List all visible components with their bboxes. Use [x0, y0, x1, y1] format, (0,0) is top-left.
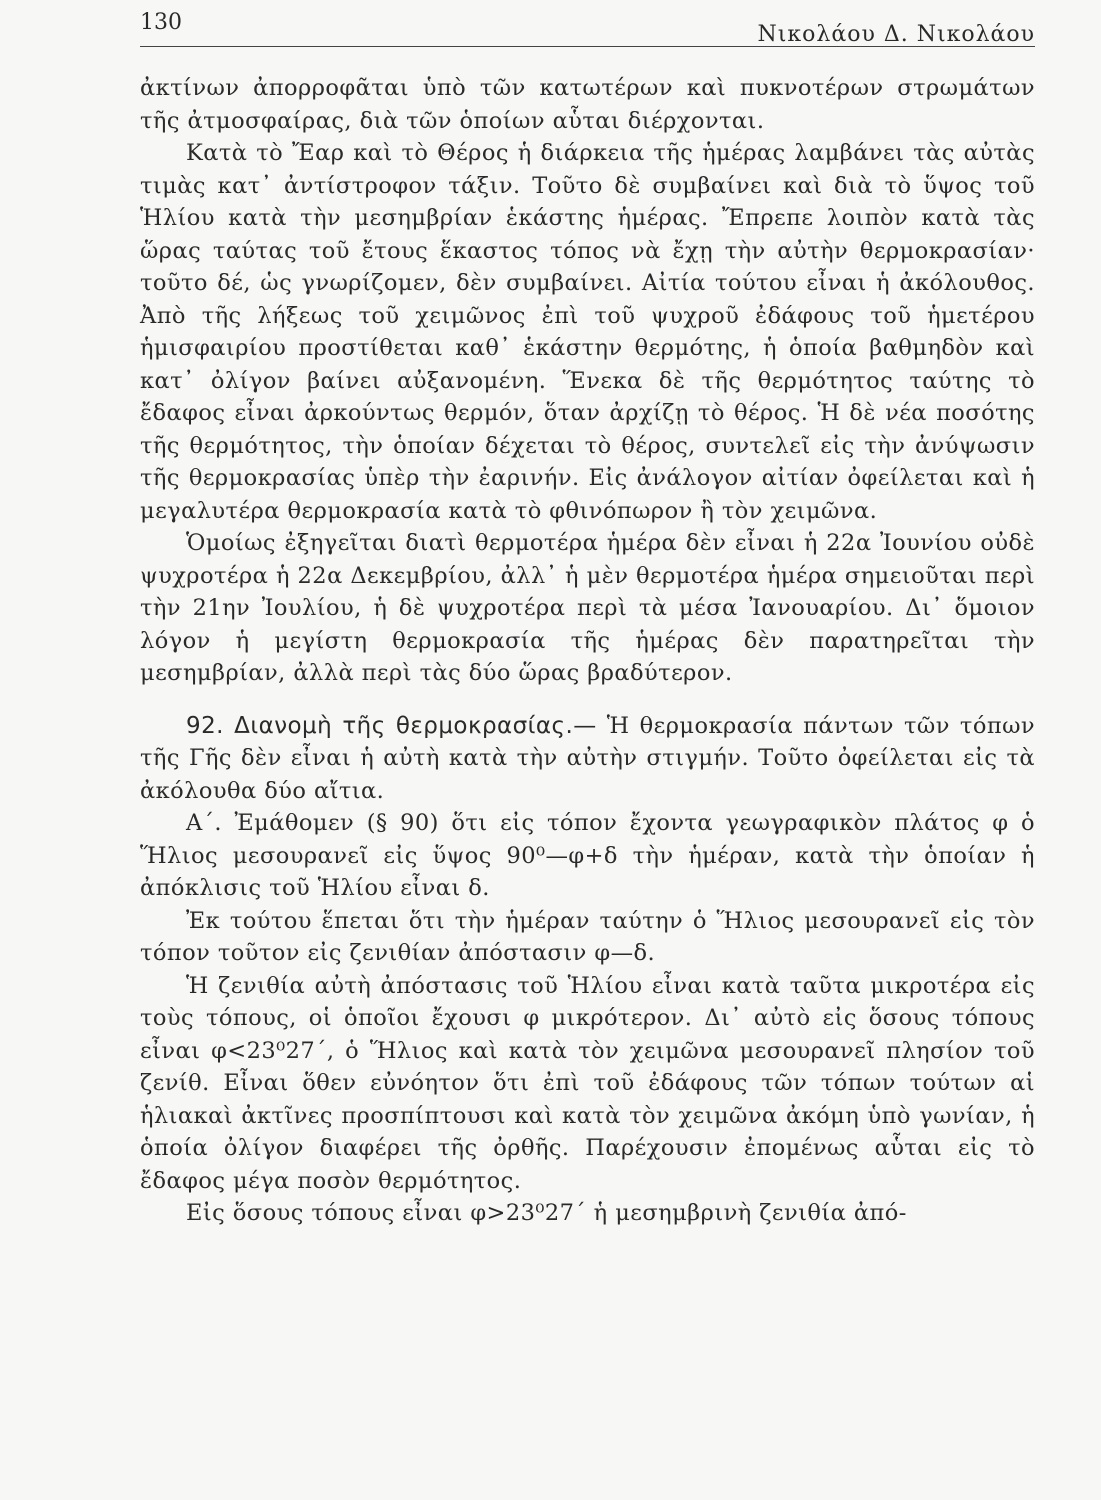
- paragraph: Ἐκ τούτου ἕπεται ὅτι τὴν ἡμέραν ταύτην ὁ Ἥλιος μεσουρανεῖ εἰς τὸν τόπον τοῦτον εἰς ζενιθίαν ἀπόστασιν φ—δ.: [140, 907, 1035, 966]
- section-heading: 92. Διανομὴ τῆς θερμοκρασίας.—: [186, 712, 597, 739]
- paragraph: Ἡ ζενιθία αὐτὴ ἀπόστασις τοῦ Ἡλίου εἶναι κατὰ ταῦτα μικροτέρα εἰς τοὺς τόπους, οἱ ὁποῖοι ἔχουσι φ μικρότερον. Δι᾽ αὐτὸ εἰς ὅσους τόπους εἶναι φ<23⁰27΄, ὁ Ἥλιος καὶ κατὰ τὸν χειμῶνα μεσουρανεῖ πλησίον τοῦ ζενίθ. Εἶναι ὅθεν εὐνόητον ὅτι ἐπὶ τοῦ ἐδάφους τῶν τόπων τούτων αἱ ἡλιακαὶ ἀκτῖνες προσπίπτουσι καὶ κατὰ τὸν χειμῶνα ἀκόμη ὑπὸ γωνίαν, ἡ ὁποία ὀλίγον διαφέρει τῆς ὀρθῆς. Παρέχουσιν ἐπομένως αὗται εἰς τὸ ἔδαφος μέγα ποσὸν θερμότητος.: [140, 972, 1035, 1194]
- page-number: 130: [140, 10, 182, 35]
- page-header: [140, 6, 1035, 47]
- paragraph: Α΄. Ἐμάθομεν (§ 90) ὅτι εἰς τόπον ἔχοντα γεωγραφικὸν πλάτος φ ὁ Ἥλιος μεσουρανεῖ εἰς ὕψος 90⁰—φ+δ τὴν ἡμέραν, κατὰ τὴν ὁποίαν ἡ ἀπόκλισις τοῦ Ἡλίου εἶναι δ.: [140, 810, 1035, 901]
- section-text: Ἡ θερμοκρασία πάντων τῶν τόπων τῆς Γῆς δὲν εἶναι ἡ αὐτὴ κατὰ τὴν αὐτὴν στιγμήν. Τοῦτο ὀφείλεται εἰς τὰ ἀκόλουθα δύο αἴτια.: [140, 712, 1035, 804]
- paragraph: Κατὰ τὸ Ἔαρ καὶ τὸ Θέρος ἡ διάρκεια τῆς ἡμέρας λαμβάνει τὰς αὐτὰς τιμὰς κατ᾽ ἀντίστροφον τάξιν. Τοῦτο δὲ συμβαίνει καὶ διὰ τὸ ὕψος τοῦ Ἡλίου κατὰ τὴν μεσημβρίαν ἑκάστης ἡμέρας. Ἔπρεπε λοιπὸν κατὰ τὰς ὥρας ταύτας τοῦ ἔτους ἕκαστος τόπος νὰ ἔχῃ τὴν αὐτὴν θερμοκρασίαν· τοῦτο δέ, ὡς γνωρίζομεν, δὲν συμβαίνει. Αἰτία τούτου εἶναι ἡ ἀκόλουθος. Ἀπὸ τῆς λήξεως τοῦ χειμῶνος ἐπὶ τοῦ ψυχροῦ ἐδάφους τοῦ ἡμετέρου ἡμισφαιρίου προστίθεται καθ᾽ ἑκάστην θερμότης, ἡ ὁποία βαθμηδὸν καὶ κατ᾽ ὀλίγον βαίνει αὐξανομένη. Ἕνεκα δὲ τῆς θερμότητος ταύτης τὸ ἔδαφος εἶναι ἀρκούντως θερμόν, ὅταν ἀρχίζῃ τὸ θέρος. Ἡ δὲ νέα ποσότης τῆς θερμότητος, τὴν ὁποίαν δέχεται τὸ θέρος, συντελεῖ εἰς τὴν ἀνύψωσιν τῆς θερμοκρασίας ὑπὲρ τὴν ἐαρινήν. Εἰς ἀνάλογον αἰτίαν ὀφείλεται καὶ ἡ μεγαλυτέρα θερμοκρασία κατὰ τὸ φθινόπωρον ἢ τὸν χειμῶνα.: [140, 140, 1035, 524]
- body-text: [140, 72, 1035, 1230]
- running-head: Νικολάου Δ. Νικολάου: [757, 22, 1035, 47]
- paragraph: ἀκτίνων ἀπορροφᾶται ὑπὸ τῶν κατωτέρων καὶ πυκνοτέρων στρωμάτων τῆς ἀτμοσφαίρας, διὰ τῶν ὁποίων αὗται διέρχονται.: [140, 75, 1035, 134]
- paragraph: Εἰς ὅσους τόπους εἶναι φ>23⁰27΄ ἡ μεσημβρινὴ ζενιθία ἀπό-: [186, 1200, 907, 1226]
- paragraph: Ὁμοίως ἐξηγεῖται διατὶ θερμοτέρα ἡμέρα δὲν εἶναι ἡ 22α Ἰουνίου οὐδὲ ψυχροτέρα ἡ 22α Δεκεμβρίου, ἀλλ᾽ ἡ μὲν θερμοτέρα ἡμέρα σημειοῦται περὶ τὴν 21ην Ἰουλίου, ἡ δὲ ψυχροτέρα περὶ τὰ μέσα Ἰανουαρίου. Δι᾽ ὅμοιον λόγον ἡ μεγίστη θερμοκρασία τῆς ἡμέρας δὲν παρατηρεῖται τὴν μεσημβρίαν, ἀλλὰ περὶ τὰς δύο ὥρας βραδύτερον.: [140, 530, 1035, 686]
- section-paragraph: [140, 710, 1035, 808]
